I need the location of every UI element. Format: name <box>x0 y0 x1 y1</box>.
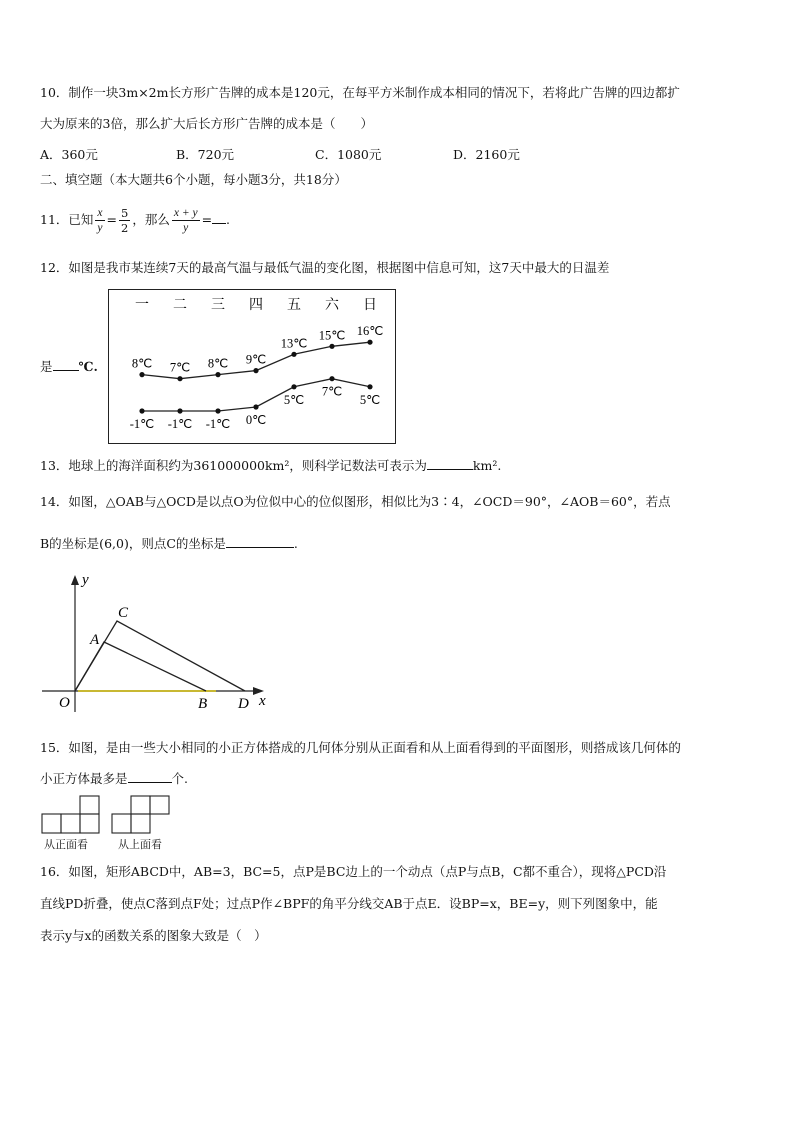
label-c: C <box>118 605 129 621</box>
label-d: D <box>238 696 249 712</box>
q15-line2 <box>40 770 188 788</box>
low-temp-label: -1℃ <box>205 417 231 432</box>
high-temp-point <box>367 340 372 345</box>
q11-eq1: = <box>106 212 117 227</box>
label-x: x <box>259 693 266 709</box>
category-label: 一 <box>135 298 149 313</box>
q13-answer-blank[interactable] <box>427 457 473 470</box>
q10-options <box>40 146 740 164</box>
caption-front-view: 从正面看 <box>44 838 88 851</box>
low-temp-point <box>329 376 334 381</box>
low-temp-point <box>253 404 258 409</box>
q14-line2 <box>40 535 298 553</box>
low-temp-label: -1℃ <box>129 417 155 432</box>
q16-line3: 表示y与x的函数关系的图象大致是（ ） <box>40 928 267 943</box>
q10-line2: 大为原来的3倍，那么扩大后长方形广告牌的成本是（ ） <box>40 116 373 131</box>
q16-line1: 16．如图，矩形ABCD中，AB=3，BC=5，点P是BC边上的一个动点（点P与点B，C都不重合），现将△PCD沿 <box>40 864 667 879</box>
q11-answer-blank[interactable] <box>212 211 226 224</box>
q15-answer-blank[interactable] <box>128 770 172 783</box>
low-temp-label: 0℃ <box>245 413 267 427</box>
frac3-den: y <box>183 222 189 234</box>
category-label: 五 <box>287 298 301 313</box>
q11-eq2: = <box>201 212 213 227</box>
high-temp-point <box>215 372 220 377</box>
q14-answer-blank[interactable] <box>226 535 294 548</box>
low-temp-point <box>291 384 296 389</box>
high-temp-point <box>177 376 182 381</box>
q13-text: 13．地球上的海洋面积约为361000000km²，则科学记数法可表示为 <box>40 458 427 473</box>
high-temp-label: 7℃ <box>169 360 191 375</box>
low-temp-label: 5℃ <box>283 392 305 407</box>
low-temp-point <box>177 408 182 413</box>
caption-top-view: 从上面看 <box>118 838 162 851</box>
high-temp-point <box>139 372 144 377</box>
q13-unit: km². <box>472 458 502 473</box>
frac3-num: x + y <box>173 207 198 219</box>
frac1-num: x <box>97 207 103 219</box>
low-temp-point <box>215 408 220 413</box>
fraction-5-over-2 <box>119 206 130 235</box>
low-temp-point <box>139 408 144 413</box>
low-temp-label: 7℃ <box>321 384 343 399</box>
triangle-ocd <box>75 621 245 691</box>
category-label: 二 <box>173 298 187 313</box>
label-a: A <box>90 632 100 648</box>
high-temp-label: 8℃ <box>131 356 153 371</box>
label-y: y <box>82 572 89 588</box>
q14-line1: 14．如图，△OAB与△OCD是以点O为位似中心的位似图形，相似比为3∶4，∠OCD＝90°，∠AOB＝60°，若点 <box>40 494 671 509</box>
q16-line2: 直线PD折叠，使点C落到点F处；过点P作∠BPF的角平分线交AB于点E．设BP=x，BE=y，则下列图象中，能 <box>40 896 658 911</box>
front-view-figure <box>41 795 103 835</box>
q11-end: . <box>226 212 231 227</box>
q12-answer-blank[interactable] <box>53 358 79 371</box>
category-label: 四 <box>249 298 263 313</box>
high-temp-label: 15℃ <box>318 328 346 343</box>
q10-option-b: B．720元 <box>176 147 235 162</box>
high-temp-point <box>253 368 258 373</box>
triangle-oab <box>75 642 206 691</box>
category-label: 六 <box>325 298 339 313</box>
q14-line2-pre: B的坐标是(6,0)，则点C的坐标是 <box>40 536 226 551</box>
q15-line2-pre: 小正方体最多是 <box>40 771 128 786</box>
q12-pre: 是 <box>40 359 53 374</box>
high-temp-label: 8℃ <box>207 356 229 371</box>
fraction-sum-over-y <box>172 206 200 235</box>
q12-unit: ℃. <box>78 359 98 374</box>
low-temp-label: -1℃ <box>167 417 193 432</box>
high-temp-point <box>291 352 296 357</box>
q11-prefix: 11．已知 <box>40 212 94 227</box>
high-temp-label: 9℃ <box>245 352 267 367</box>
frac1-den: y <box>97 222 103 234</box>
label-b: B <box>198 696 208 712</box>
high-temp-label: 16℃ <box>356 324 384 339</box>
frac2-den: 2 <box>121 221 129 235</box>
label-o: O <box>59 695 70 711</box>
y-axis-arrow-icon <box>71 575 79 585</box>
similar-triangles-figure <box>38 572 278 717</box>
q10-option-d: D．2160元 <box>453 147 520 162</box>
q13-line <box>40 457 501 475</box>
q11-line <box>40 204 230 236</box>
q10-option-a: A．360元 <box>40 147 98 162</box>
q11-mid: ，那么 <box>132 212 170 227</box>
low-temp-point <box>367 384 372 389</box>
high-temp-point <box>329 344 334 349</box>
temperature-chart <box>108 289 396 444</box>
fraction-x-over-y <box>95 206 104 235</box>
q12-answer-line <box>40 358 98 376</box>
top-view-figure <box>111 795 173 835</box>
q12-text: 12．如图是我市某连续7天的最高气温与最低气温的变化图，根据图中信息可知，这7天中最大的日温差 <box>40 260 610 275</box>
q14-end: . <box>293 536 298 551</box>
category-label: 三 <box>211 298 225 313</box>
category-label: 日 <box>363 298 377 313</box>
frac2-num: 5 <box>121 206 129 220</box>
q10-line1: 10．制作一块3m×2m长方形广告牌的成本是120元，在每平方米制作成本相同的情况下，若将此广告牌的四边都扩 <box>40 85 680 100</box>
low-temp-label: 5℃ <box>359 392 381 407</box>
q15-end: 个. <box>171 771 188 786</box>
q10-option-c: C．1080元 <box>315 147 382 162</box>
high-temp-label: 13℃ <box>280 336 308 351</box>
q15-line1: 15．如图，是由一些大小相同的小正方体搭成的几何体分别从正面看和从上面看得到的平面图形，则搭成该几何体的 <box>40 740 681 755</box>
section-heading: 二、填空题（本大题共6个小题，每小题3分，共18分） <box>40 172 347 187</box>
